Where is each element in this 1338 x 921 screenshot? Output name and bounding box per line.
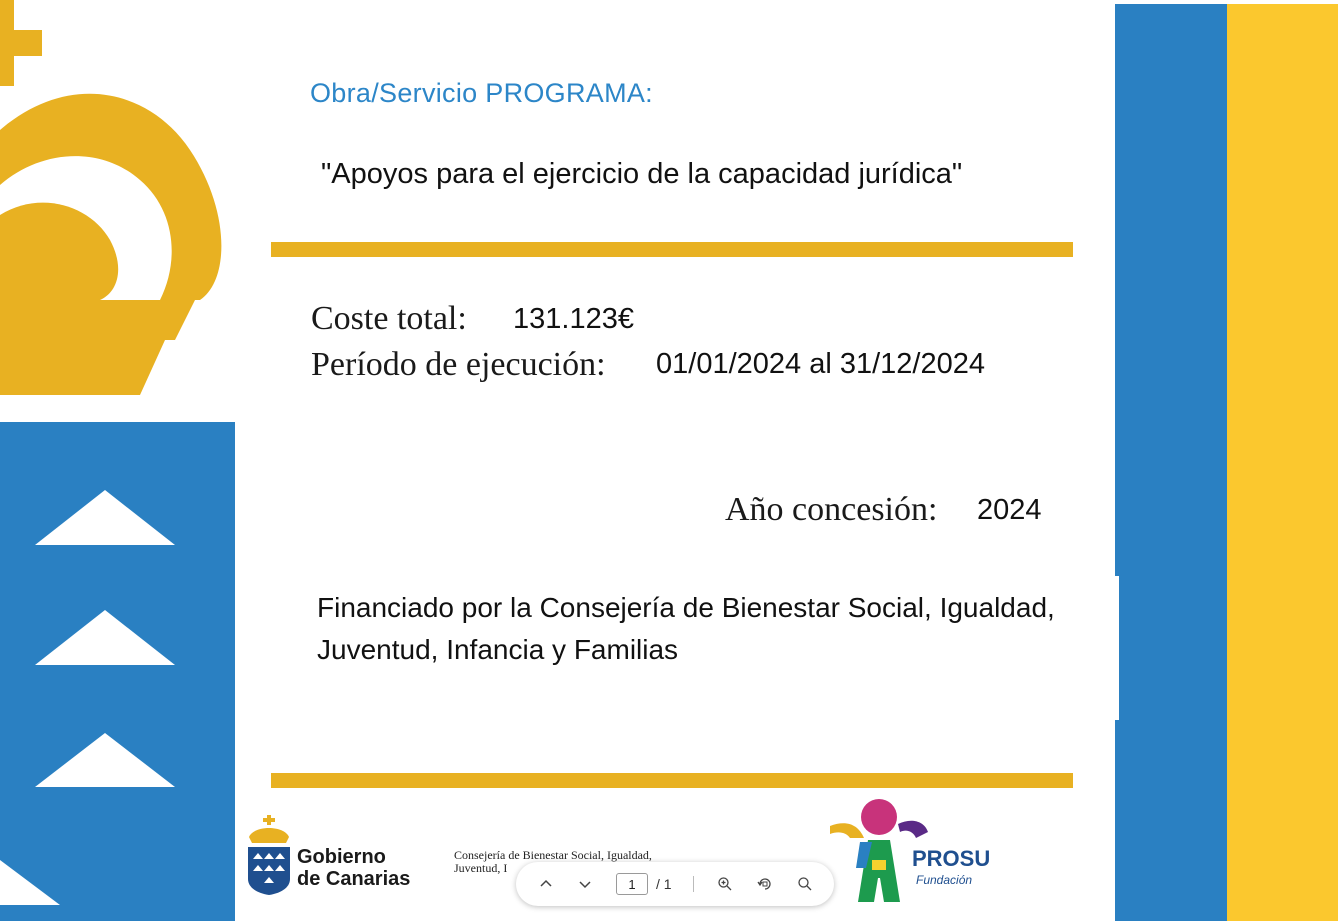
program-heading: Obra/Servicio PROGRAMA: <box>310 78 653 108</box>
gobierno-line1: Gobierno <box>297 846 386 868</box>
gobierno-canarias-emblem-icon <box>246 815 292 895</box>
rotate-icon <box>757 876 773 892</box>
cost-label: Coste total: <box>311 300 467 337</box>
funding-statement: Financiado por la Consejería de Bienestar Social, Igualdad, Juventud, Infancia y Familias <box>317 592 1055 665</box>
zoom-in-icon <box>717 876 733 892</box>
department-line2: Juventud, I <box>454 861 508 875</box>
zoom-in-button[interactable] <box>713 872 737 896</box>
search-icon <box>797 876 813 892</box>
department-line1: Consejería de Bienestar Social, Igualdad, <box>454 848 652 862</box>
chevron-down-icon <box>578 877 592 891</box>
page-total: / 1 <box>656 876 672 892</box>
bottom-divider <box>271 773 1073 788</box>
toolbar-separator <box>693 876 694 892</box>
period-value: 01/01/2024 al 31/12/2024 <box>656 348 985 380</box>
period-label: Período de ejecución: <box>311 346 606 383</box>
chevron-up-icon <box>539 877 553 891</box>
stripe-gap <box>1115 576 1119 720</box>
gobierno-line2: de Canarias <box>297 868 411 890</box>
aprosu-name: PROSU <box>912 846 991 871</box>
aprosu-sub: Fundación <box>916 873 973 887</box>
search-button[interactable] <box>793 872 817 896</box>
page-number-input[interactable]: 1 <box>616 873 648 895</box>
pdf-toolbar <box>516 862 834 906</box>
year-value: 2024 <box>977 494 1042 526</box>
year-label: Año concesión: <box>725 491 938 528</box>
blue-side-stripe <box>1115 4 1227 921</box>
cost-value: 131.123€ <box>513 303 634 335</box>
program-title: "Apoyos para el ejercicio de la capacidad jurídica" <box>321 158 963 190</box>
yellow-side-stripe <box>1227 4 1338 921</box>
previous-page-button[interactable] <box>534 872 558 896</box>
canarias-emblem-decoration <box>0 0 260 921</box>
gobierno-canarias-wordmark <box>297 846 410 890</box>
top-divider <box>271 242 1073 257</box>
rotate-button[interactable] <box>753 872 777 896</box>
aprosu-logo <box>828 798 998 906</box>
next-page-button[interactable] <box>573 872 597 896</box>
